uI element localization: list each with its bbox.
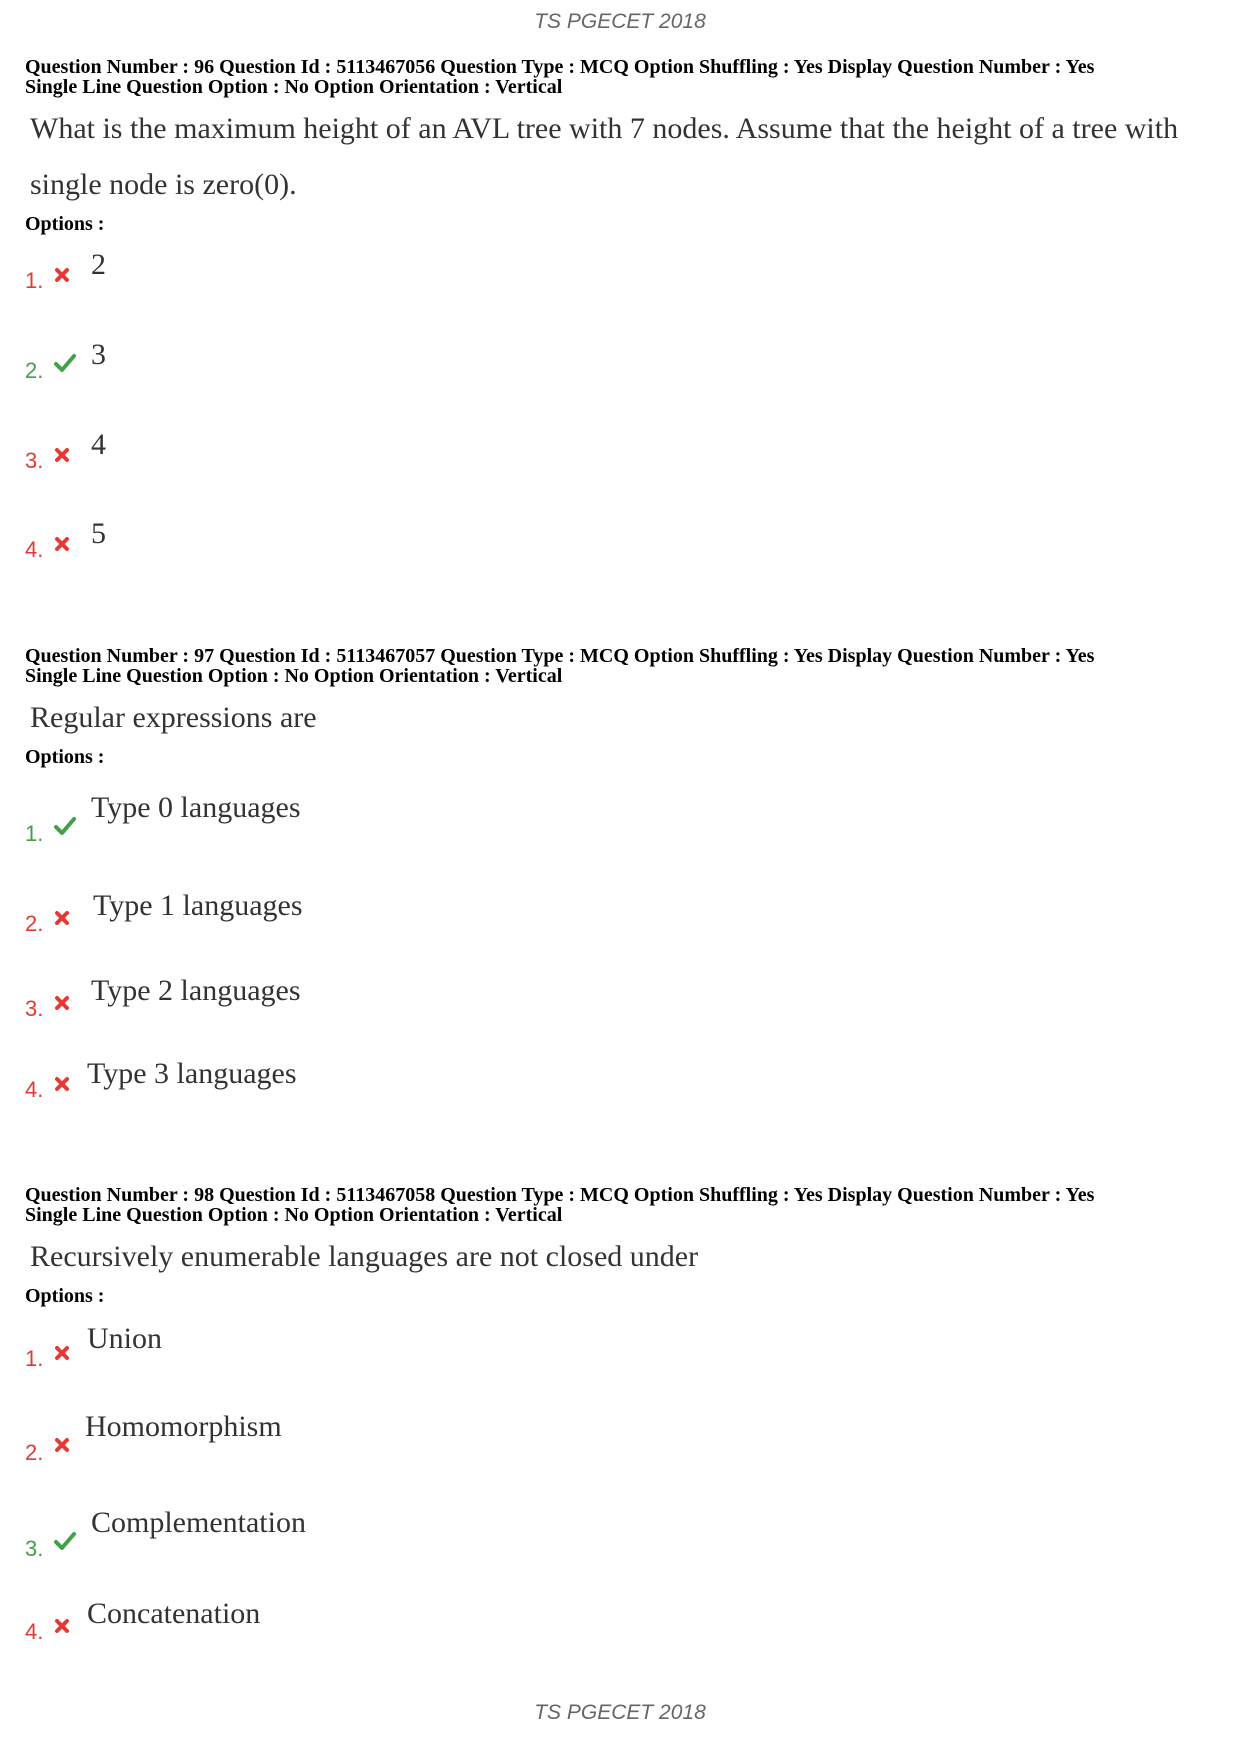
- option-number: 4.: [25, 537, 44, 562]
- question-meta: [25, 57, 1215, 97]
- option-1: [25, 248, 925, 328]
- option-number: 2.: [25, 358, 44, 383]
- option-text: Union: [87, 1322, 162, 1355]
- option-text: 5: [91, 517, 106, 550]
- option-2: [25, 1410, 925, 1490]
- option-text: Homomorphism: [85, 1410, 282, 1443]
- option-number: 4.: [25, 1077, 44, 1102]
- option-text: Concatenation: [87, 1597, 261, 1630]
- options-label: Options :: [25, 213, 105, 235]
- option-number: 1.: [25, 821, 44, 846]
- question-97: [25, 645, 1215, 1102]
- option-text: Type 1 languages: [93, 889, 303, 922]
- option-number: 1.: [25, 1346, 44, 1371]
- question-98: [25, 1184, 1215, 1644]
- option-3: [25, 428, 925, 508]
- checkmark-icon: [53, 1530, 77, 1557]
- checkmark-icon: [53, 815, 77, 842]
- option-number: 1.: [25, 268, 44, 293]
- cross-icon: [53, 909, 71, 932]
- page-header: TS PGECET 2018: [534, 10, 706, 33]
- page-footer: TS PGECET 2018: [534, 1701, 706, 1724]
- option-text: Complementation: [91, 1506, 306, 1539]
- question-text: Regular expressions are: [30, 701, 317, 734]
- option-number: 3.: [25, 448, 44, 473]
- option-text: 2: [91, 248, 106, 281]
- option-text: Type 2 languages: [91, 974, 301, 1007]
- cross-icon: [53, 1344, 71, 1367]
- cross-icon: [53, 994, 71, 1017]
- option-4: [25, 1597, 925, 1677]
- meta-line-2: Single Line Question Option : No Option Orientation : Vertical: [25, 665, 563, 687]
- option-number: 4.: [25, 1619, 44, 1644]
- meta-line-1: Question Number : 96 Question Id : 5113467056 Question Type : MCQ Option Shuffling : Yes Display Question Number : Yes: [25, 56, 1095, 78]
- option-2: [25, 338, 925, 418]
- option-3: [25, 974, 925, 1054]
- cross-icon: [53, 1436, 71, 1459]
- cross-icon: [53, 1617, 71, 1640]
- cross-icon: [53, 535, 71, 558]
- options-label: Options :: [25, 746, 105, 768]
- option-text: 3: [91, 338, 106, 371]
- question-meta: [25, 646, 1215, 686]
- cross-icon: [53, 266, 71, 289]
- option-number: 3.: [25, 1536, 44, 1561]
- option-number: 2.: [25, 1440, 44, 1465]
- checkmark-icon: [53, 352, 77, 379]
- option-3: [25, 1506, 925, 1586]
- question-text: What is the maximum height of an AVL tree with 7 nodes. Assume that the height of a tree with single node is zero(0).: [30, 112, 1179, 201]
- option-1: [25, 789, 925, 869]
- question-text: Recursively enumerable languages are not closed under: [30, 1240, 699, 1273]
- question-meta: [25, 1185, 1215, 1225]
- option-text: 4: [91, 428, 106, 461]
- option-text: Type 3 languages: [87, 1057, 297, 1090]
- option-4: [25, 1057, 925, 1137]
- meta-line-1: Question Number : 97 Question Id : 5113467057 Question Type : MCQ Option Shuffling : Yes Display Question Number : Yes: [25, 645, 1095, 667]
- option-text: Type 0 languages: [91, 791, 301, 824]
- option-4: [25, 517, 925, 597]
- meta-line-2: Single Line Question Option : No Option Orientation : Vertical: [25, 1204, 563, 1226]
- options-label: Options :: [25, 1285, 105, 1307]
- question-96: [25, 56, 1215, 562]
- cross-icon: [53, 446, 71, 469]
- cross-icon: [53, 1075, 71, 1098]
- meta-line-1: Question Number : 98 Question Id : 5113467058 Question Type : MCQ Option Shuffling : Yes Display Question Number : Yes: [25, 1184, 1095, 1206]
- option-number: 2.: [25, 911, 44, 936]
- option-1: [25, 1322, 925, 1402]
- option-number: 3.: [25, 996, 44, 1021]
- option-2: [25, 889, 925, 969]
- meta-line-2: Single Line Question Option : No Option Orientation : Vertical: [25, 76, 563, 98]
